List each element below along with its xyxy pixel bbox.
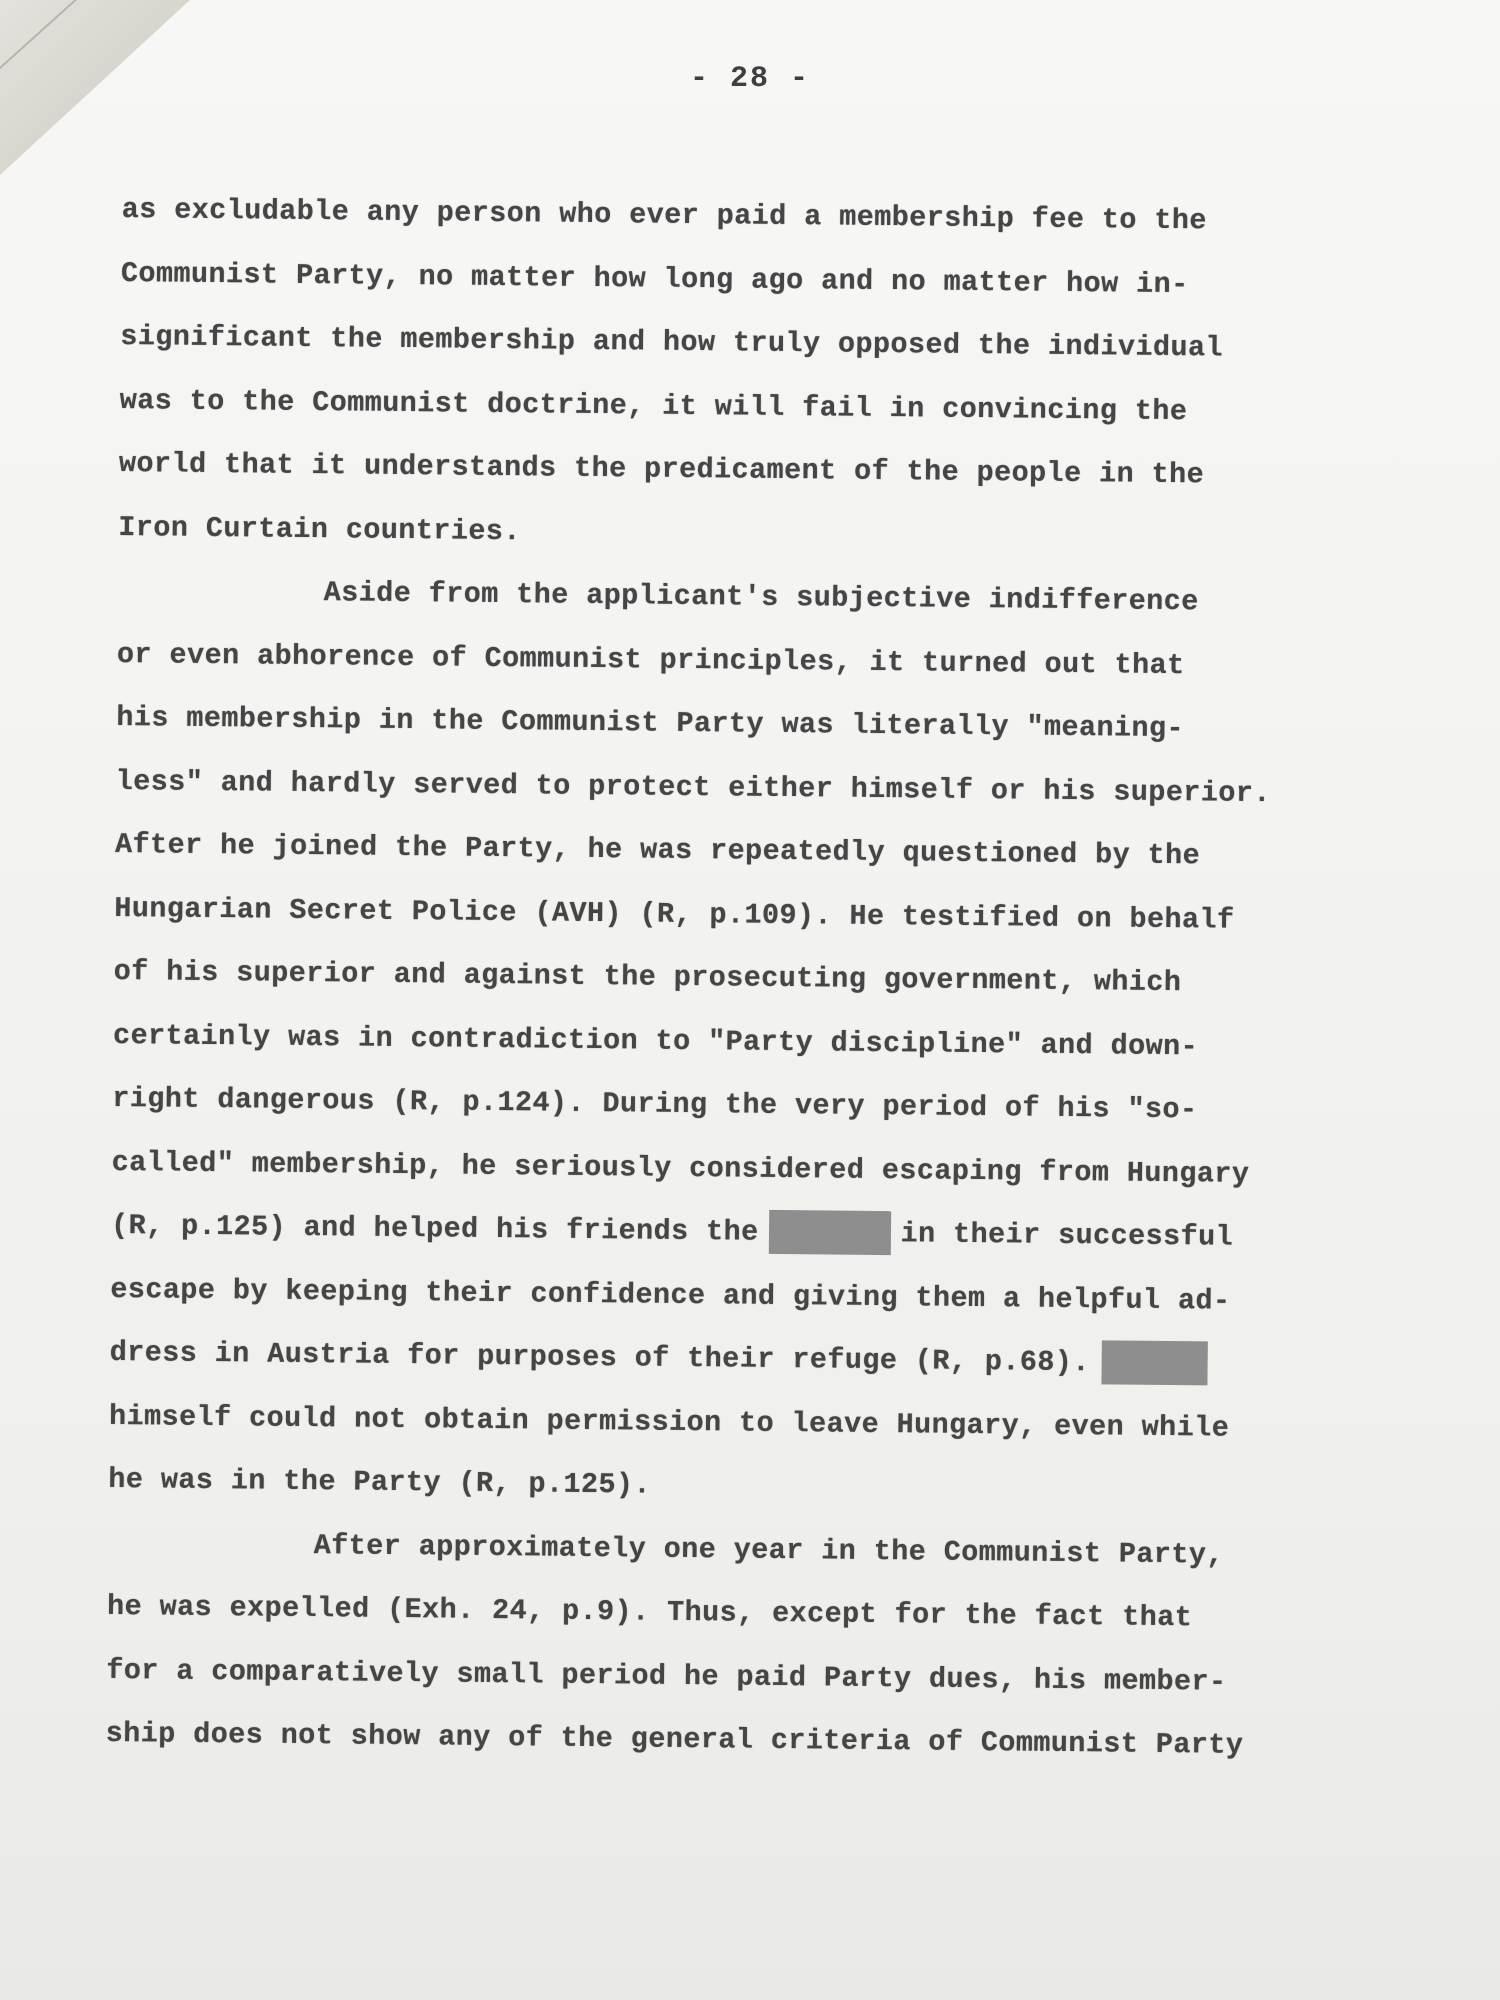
text-line: or even abhorence of Communist principles, it turned out that: [116, 637, 1185, 682]
text-segment: in their successful: [900, 1217, 1234, 1254]
text-line: was to the Communist doctrine, it will fail in convincing the: [119, 383, 1188, 428]
text-line: his membership in the Communist Party was literally "meaning-: [116, 700, 1185, 746]
text-line: called" membership, he seriously considered escaping from Hungary: [111, 1145, 1250, 1191]
text-line: escape by keeping their confidence and giving them a helpful ad-: [110, 1272, 1231, 1318]
text-line: less" and hardly served to protect either himself or his superior.: [115, 764, 1271, 810]
text-line: After he joined the Party, he was repeatedly questioned by the: [114, 827, 1201, 873]
text-line: Aside from the applicant's subjective indifference: [323, 576, 1199, 619]
page-number: - 28 -: [689, 62, 811, 96]
text-line: significant the membership and how truly opposed the individual: [120, 319, 1224, 365]
text-line: After approximately one year in the Communist Party,: [313, 1528, 1224, 1572]
text-line: world that it understands the predicament of the people in the: [118, 446, 1205, 492]
text-line: he was expelled (Exh. 24, p.9). Thus, except for the fact that: [106, 1589, 1193, 1635]
text-line: Hungarian Secret Police (AVH) (R, p.109). He testified on behalf: [114, 891, 1235, 937]
document-body: [105, 178, 1382, 1779]
redaction-box: [1102, 1341, 1208, 1386]
text-line: Iron Curtain countries.: [118, 510, 522, 548]
text-line: for a comparatively small period he paid Party dues, his member-: [106, 1653, 1227, 1699]
text-segment: (R, p.125) and helped his friends the: [110, 1208, 759, 1249]
text-line: himself could not obtain permission to leave Hungary, even while: [108, 1399, 1230, 1445]
text-line: he was in the Party (R, p.125).: [108, 1462, 652, 1502]
text-line: of his superior and against the prosecuting government, which: [113, 954, 1182, 1000]
text-line: right dangerous (R, p.124). During the very period of his "so-: [112, 1081, 1198, 1127]
redaction-box: [768, 1210, 890, 1255]
text-segment: dress in Austria for purposes of their refuge (R, p.68).: [109, 1335, 1090, 1380]
text-line: certainly was in contradiction to "Party discipline" and down-: [112, 1018, 1199, 1063]
text-line: ship does not show any of the general criteria of Communist Party: [105, 1716, 1244, 1762]
text-line: Communist Party, no matter how long ago and no matter how in-: [120, 256, 1189, 301]
text-line: as excludable any person who ever paid a membership fee to the: [121, 192, 1207, 238]
